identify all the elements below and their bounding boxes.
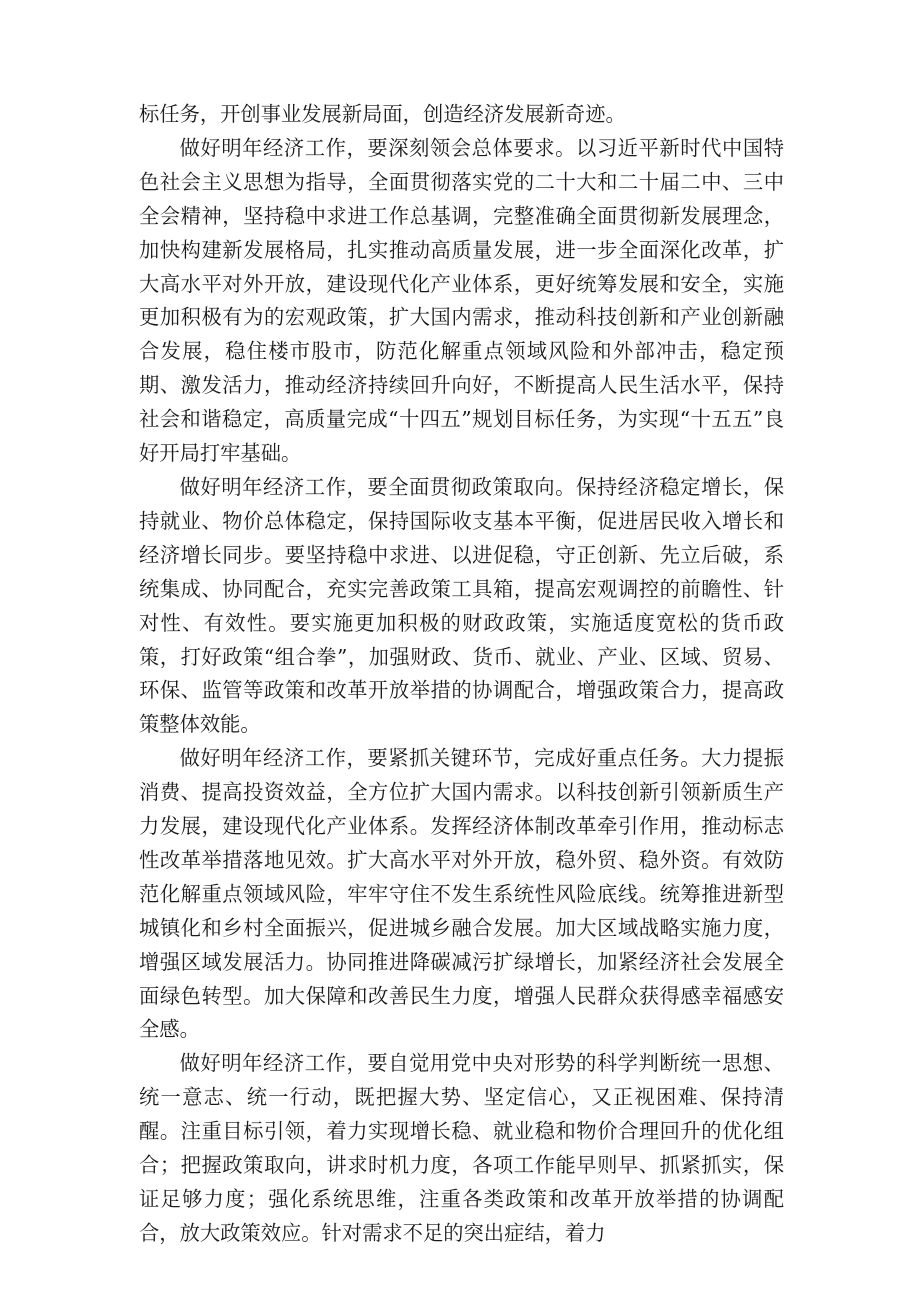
paragraph-key-tasks: 做好明年经济工作，要紧抓关键环节，完成好重点任务。大力提振消费、提高投资效益，全方位扩大国内需求。以科技创新引领新质生产力发展，建设现代化产业体系。发挥经济体制改革牵引作用，推动标志性改革举措落地见效。扩大高水平对外开放，稳外贸、稳外资。有效防范化解重点领域风险，牢牢守住不发生系统性风险底线。统筹推进新型城镇化和乡村全面振兴，促进城乡融合发展。加大区域战略实施力度，增强区域发展活力。协同推进降碳减污扩绿增长，加紧经济社会发展全面绿色转型。加大保障和改善民生力度，增强人民群众获得感幸福感安全感。 xyxy=(139,746,784,1042)
paragraph-policy-orientation: 做好明年经济工作，要全面贯彻政策取向。保持经济稳定增长，保持就业、物价总体稳定，保持国际收支基本平衡，促进居民收入增长和经济增长同步。要坚持稳中求进、以进促稳，守正创新、先立后破，系统集成、协同配合，充实完善政策工具箱，提高宏观调控的前瞻性、针对性、有效性。要实施更加积极的财政政策，实施适度宽松的货币政策，打好政策“组合拳”，加强财政、货币、就业、产业、区域、贸易、环保、监管等政策和改革开放举措的协调配合，增强政策合力，提高政策整体效能。 xyxy=(139,474,784,737)
paragraph-unified-thinking: 做好明年经济工作，要自觉用党中央对形势的科学判断统一思想、统一意志、统一行动，既把握大势、坚定信心，又正视困难、保持清醒。注重目标引领，着力实现增长稳、就业稳和物价合理回升的优化组合；把握政策取向，讲求时机力度，各项工作能早则早、抓紧抓实，保证足够力度；强化系统思维，注重各类政策和改革开放举措的协调配合，放大政策效应。针对需求不足的突出症结，着力 xyxy=(139,1051,784,1245)
paragraph-continuation: 标任务，开创事业发展新局面，创造经济发展新奇迹。 xyxy=(139,102,626,126)
paragraph-overall-requirements: 做好明年经济工作，要深刻领会总体要求。以习近平新时代中国特色社会主义思想为指导，全面贯彻落实党的二十大和二十届二中、三中全会精神，坚持稳中求进工作总基调，完整准确全面贯彻新发展理念，加快构建新发展格局，扎实推动高质量发展，进一步全面深化改革，扩大高水平对外开放，建设现代化产业体系，更好统筹发展和安全，实施更加积极有为的宏观政策，扩大国内需求，推动科技创新和产业创新融合发展，稳住楼市股市，防范化解重点领域风险和外部冲击，稳定预期、激发活力，推动经济持续回升向好，不断提高人民生活水平，保持社会和谐稳定，高质量完成“十四五”规划目标任务，为实现“十五五”良好开局打牢基础。 xyxy=(139,135,784,466)
article-body xyxy=(139,98,784,1251)
